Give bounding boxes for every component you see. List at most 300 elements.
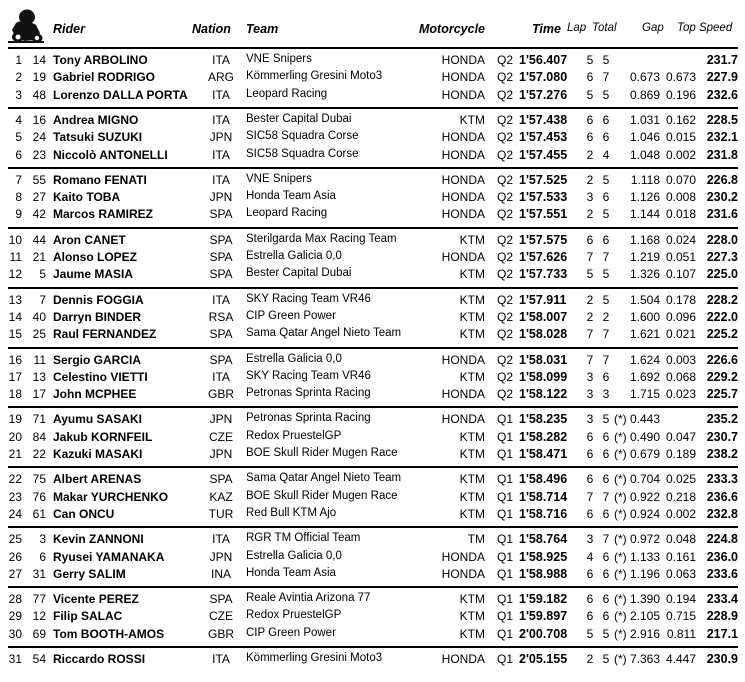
rider-name-cell: Gabriel RODRIGO <box>53 70 156 85</box>
session-cell: Q1 <box>497 532 514 547</box>
best-lap-cell: 2 <box>586 207 594 222</box>
nation-cell: CZE <box>209 429 233 444</box>
rider-number-cell: 12 <box>32 609 46 624</box>
lap-time-cell: 1'58.925 <box>519 549 568 564</box>
team-cell: Estrella Galicia 0,0 <box>246 250 342 262</box>
rider-number-cell: 77 <box>32 592 46 607</box>
motorcycle-cell: HONDA <box>441 387 485 402</box>
lap-time-cell: 1'58.282 <box>519 429 568 444</box>
top-speed-cell: 233.3 <box>706 472 738 487</box>
nation-cell: SPA <box>209 352 233 367</box>
nation-cell: KAZ <box>209 489 233 504</box>
rider-name-cell: Kazuki MASAKI <box>53 447 143 461</box>
team-cell: Leopard Racing <box>246 87 328 100</box>
best-lap-cell: 6 <box>586 232 594 247</box>
nation-cell: ITA <box>212 652 230 666</box>
gap-previous-cell: 0.048 <box>665 532 696 547</box>
table-row <box>0 651 745 668</box>
session-cell: Q2 <box>497 172 514 187</box>
best-lap-cell: 2 <box>586 292 594 307</box>
team-cell: Sterilgarda Max Racing Team <box>246 232 397 245</box>
nation-cell: ITA <box>212 147 230 162</box>
table-row <box>0 608 745 625</box>
position-cell: 21 <box>8 447 22 461</box>
rider-number-cell: 75 <box>32 472 46 487</box>
rider-number-cell: 54 <box>32 652 46 666</box>
lap-time-cell: 1'59.182 <box>519 592 568 607</box>
gap-first-cell: 1.118 <box>630 172 660 187</box>
table-row <box>0 411 745 428</box>
table-row <box>0 352 745 369</box>
gap-previous-cell: 0.002 <box>665 506 696 521</box>
total-laps-cell: 6 <box>602 447 610 461</box>
gap-previous-cell: 0.161 <box>665 549 696 564</box>
gap-first-cell: 1.168 <box>629 232 660 247</box>
rider-name-cell: Alonso LOPEZ <box>53 250 137 264</box>
lap-time-cell: 1'58.099 <box>519 369 568 384</box>
best-lap-cell: 2 <box>586 147 594 162</box>
gap-first-cell: 0.673 <box>629 70 660 85</box>
group-divider <box>8 646 738 648</box>
total-laps-cell: 7 <box>602 250 610 264</box>
position-cell: 17 <box>8 369 22 384</box>
lap-time-cell: 1'57.551 <box>519 207 568 222</box>
position-cell: 27 <box>8 566 22 581</box>
lap-time-cell: 1'58.471 <box>519 447 568 461</box>
rider-number-cell: 42 <box>32 207 46 222</box>
lap-time-cell: 1'58.988 <box>519 566 568 581</box>
table-row <box>0 206 745 223</box>
session-cell: Q2 <box>497 112 514 127</box>
team-cell: SKY Racing Team VR46 <box>246 292 371 305</box>
gap-first-cell: (*) 0.924 <box>613 506 660 521</box>
rider-number-cell: 44 <box>32 232 46 247</box>
team-cell: Reale Avintia Arizona 77 <box>246 592 371 605</box>
total-laps-cell: 5 <box>602 207 610 222</box>
total-laps-cell: 5 <box>602 652 610 666</box>
total-laps-cell: 3 <box>602 387 610 402</box>
nation-cell: JPN <box>209 549 233 564</box>
rider-name-cell: Romano FENATI <box>53 172 147 187</box>
table-row <box>0 147 745 164</box>
team-cell: Estrella Galicia 0,0 <box>246 549 342 562</box>
motorcycle-cell: KTM <box>459 506 485 521</box>
total-laps-cell: 7 <box>602 327 610 342</box>
session-cell: Q2 <box>497 352 514 367</box>
top-speed-cell: 238.2 <box>706 447 738 461</box>
rider-number-cell: 13 <box>32 369 46 384</box>
lap-time-cell: 1'56.407 <box>519 53 568 67</box>
position-cell: 1 <box>15 53 22 67</box>
session-cell: Q2 <box>497 70 514 85</box>
top-speed-cell: 228.5 <box>706 112 738 127</box>
lap-time-cell: 2'05.155 <box>519 652 568 666</box>
motorcycle-cell: HONDA <box>441 147 485 162</box>
gap-previous-cell: 0.002 <box>665 147 696 162</box>
rider-name-cell: Tom BOOTH-AMOS <box>53 626 165 641</box>
gap-first-cell: (*) 2.916 <box>613 626 660 641</box>
team-cell: Bester Capital Dubai <box>246 112 352 125</box>
top-speed-cell: 233.6 <box>706 566 738 581</box>
gap-previous-cell: 0.811 <box>666 626 696 641</box>
best-lap-cell: 6 <box>586 566 594 581</box>
total-laps-cell: 7 <box>602 532 610 547</box>
best-lap-cell: 3 <box>586 412 594 427</box>
table-row <box>0 429 745 446</box>
nation-cell: SPA <box>209 327 233 342</box>
rider-name-cell: Dennis FOGGIA <box>53 292 144 307</box>
rider-number-cell: 27 <box>32 190 46 205</box>
lap-time-cell: 1'58.122 <box>519 387 568 402</box>
gap-first-cell: 1.715 <box>629 387 660 402</box>
best-lap-cell: 7 <box>586 327 594 342</box>
rider-name-cell: Tony ARBOLINO <box>53 53 148 67</box>
position-cell: 20 <box>8 429 22 444</box>
motorcycle-cell: KTM <box>459 609 485 624</box>
best-lap-cell: 2 <box>586 652 594 666</box>
total-laps-cell: 5 <box>602 626 610 641</box>
total-laps-cell: 7 <box>602 352 610 367</box>
gap-first-cell: 1.621 <box>629 327 660 342</box>
team-cell: RGR TM Official Team <box>246 532 361 545</box>
gap-first-cell: (*) 2.105 <box>613 609 660 624</box>
nation-cell: ITA <box>212 369 230 384</box>
rider-name-cell: Riccardo ROSSI <box>53 652 146 666</box>
rider-name-cell: Celestino VIETTI <box>53 369 148 384</box>
team-cell: Kömmerling Gresini Moto3 <box>246 652 383 664</box>
nation-cell: ITA <box>212 53 230 67</box>
gap-previous-cell: 0.018 <box>665 207 696 222</box>
motorcycle-cell: HONDA <box>441 190 485 205</box>
session-cell: Q1 <box>497 609 514 624</box>
rider-number-cell: 14 <box>32 53 46 67</box>
total-laps-cell: 6 <box>602 506 610 521</box>
best-lap-cell: 7 <box>586 250 594 264</box>
lap-time-cell: 1'57.453 <box>519 130 568 145</box>
rider-number-cell: 11 <box>33 352 46 367</box>
position-cell: 2 <box>15 70 22 85</box>
group-divider <box>8 466 738 468</box>
gap-previous-cell: 0.024 <box>665 232 696 247</box>
motorcycle-cell: HONDA <box>441 549 485 564</box>
position-cell: 30 <box>8 626 22 641</box>
group-divider <box>8 107 738 109</box>
gap-first-cell: (*) 1.133 <box>613 549 660 564</box>
total-laps-cell: 5 <box>602 87 610 102</box>
rider-number-cell: 5 <box>39 267 46 282</box>
rider-name-cell: Marcos RAMIREZ <box>53 207 154 222</box>
session-cell: Q2 <box>497 130 514 145</box>
total-laps-cell: 6 <box>602 112 610 127</box>
time-column-header: Time <box>532 22 561 36</box>
motorcycle-cell: KTM <box>459 626 485 641</box>
rider-number-cell: 24 <box>32 130 46 145</box>
rider-name-cell: Kevin ZANNONI <box>53 532 144 547</box>
nation-cell: JPN <box>209 190 233 205</box>
gap-first-cell: (*) 1.196 <box>613 566 660 581</box>
table-row <box>0 446 745 463</box>
total-laps-cell: 2 <box>602 309 610 324</box>
top-speed-cell: 232.1 <box>706 130 738 145</box>
total-laps-cell: 5 <box>602 53 610 67</box>
nation-cell: ITA <box>212 112 230 127</box>
rider-name-cell: Sergio GARCIA <box>53 352 142 367</box>
gap-previous-cell: 0.194 <box>665 592 696 607</box>
rider-name-cell: Vicente PEREZ <box>53 592 139 607</box>
session-cell: Q2 <box>497 250 514 264</box>
gap-previous-cell: 0.003 <box>665 352 696 367</box>
top-speed-cell: 230.9 <box>706 652 738 666</box>
rider-column-header: Rider <box>53 22 85 36</box>
table-row <box>0 626 745 643</box>
top-speed-cell: 231.7 <box>706 53 738 67</box>
gap-previous-cell: 0.021 <box>665 327 696 342</box>
table-row <box>0 52 745 69</box>
motorcycle-cell: KTM <box>459 369 485 384</box>
top-speed-cell: 228.9 <box>706 609 738 624</box>
total-laps-cell: 6 <box>602 472 610 487</box>
group-divider <box>8 287 738 289</box>
nation-cell: ARG <box>207 70 234 85</box>
position-cell: 25 <box>8 532 22 547</box>
nation-cell: SPA <box>209 250 233 264</box>
position-cell: 5 <box>15 130 22 145</box>
lap-time-cell: 1'57.911 <box>519 292 567 307</box>
position-cell: 29 <box>8 609 22 624</box>
top-speed-cell: 235.2 <box>706 412 738 427</box>
total-laps-cell: 5 <box>602 172 610 187</box>
group-divider <box>8 406 738 408</box>
best-lap-cell: 7 <box>586 352 594 367</box>
rider-name-cell: Tatsuki SUZUKI <box>53 130 143 145</box>
lap-time-cell: 1'57.533 <box>519 190 568 205</box>
session-cell: Q1 <box>497 447 514 461</box>
motorcycle-cell: KTM <box>459 232 485 247</box>
position-cell: 26 <box>8 549 22 564</box>
nation-cell: ITA <box>212 172 230 187</box>
position-cell: 22 <box>8 472 22 487</box>
lap-time-cell: 1'57.575 <box>519 232 568 247</box>
gap-first-cell: 1.624 <box>629 352 660 367</box>
best-lap-cell: 4 <box>586 549 594 564</box>
table-row <box>0 471 745 488</box>
lap-time-cell: 1'57.276 <box>519 87 568 102</box>
lap-time-cell: 1'58.764 <box>519 532 568 547</box>
position-cell: 10 <box>8 232 22 247</box>
session-cell: Q2 <box>497 87 514 102</box>
table-row <box>0 232 745 249</box>
motorcycle-cell: KTM <box>459 447 485 461</box>
session-cell: Q2 <box>497 53 514 67</box>
gap-previous-cell: 0.178 <box>665 292 696 307</box>
rider-number-cell: 25 <box>32 327 46 342</box>
rider-number-cell: 69 <box>32 626 46 641</box>
gap-previous-cell: 0.008 <box>665 190 696 205</box>
best-lap-cell: 5 <box>586 87 594 102</box>
top-speed-cell: 231.6 <box>706 207 738 222</box>
best-lap-cell: 3 <box>586 387 594 402</box>
team-cell: VNE Snipers <box>246 53 312 65</box>
group-divider <box>8 586 738 588</box>
session-cell: Q2 <box>497 327 514 342</box>
rider-number-cell: 71 <box>32 412 46 427</box>
table-row <box>0 69 745 86</box>
position-cell: 12 <box>8 267 22 282</box>
gap-first-cell: 0.869 <box>629 87 660 102</box>
group-divider <box>8 347 738 349</box>
rider-number-cell: 17 <box>32 387 46 402</box>
position-cell: 14 <box>8 309 22 324</box>
motorcycle-cell: KTM <box>459 429 485 444</box>
rider-number-cell: 23 <box>32 147 46 162</box>
gap-previous-cell: 0.107 <box>665 267 696 282</box>
motorcycle-cell: HONDA <box>441 207 485 222</box>
lap-time-cell: 1'57.080 <box>519 70 568 85</box>
nation-cell: GBR <box>207 626 234 641</box>
rider-name-cell: Jaume MASIA <box>53 267 134 282</box>
nation-cell: CZE <box>209 609 233 624</box>
best-lap-cell: 6 <box>586 70 594 85</box>
gap-previous-cell: 0.068 <box>665 369 696 384</box>
nation-cell: SPA <box>209 267 233 282</box>
motorcycle-cell: KTM <box>459 327 485 342</box>
rider-name-cell: Niccolò ANTONELLI <box>53 147 168 162</box>
motorcycle-cell: KTM <box>459 592 485 607</box>
table-row <box>0 189 745 206</box>
position-cell: 11 <box>9 250 22 264</box>
nation-cell: GBR <box>207 387 234 402</box>
team-cell: BOE Skull Rider Mugen Race <box>246 489 398 502</box>
session-cell: Q2 <box>497 207 514 222</box>
table-row <box>0 326 745 343</box>
session-cell: Q2 <box>497 309 514 324</box>
team-cell: Bester Capital Dubai <box>246 267 352 280</box>
session-cell: Q1 <box>497 412 514 427</box>
lap-time-cell: 1'57.626 <box>519 250 568 264</box>
gap-previous-cell: 0.196 <box>665 87 696 102</box>
top-speed-cell: 231.8 <box>706 147 738 162</box>
best-lap-cell: 6 <box>586 447 594 461</box>
rider-name-cell: Can ONCU <box>53 506 115 521</box>
motorcycle-cell: KTM <box>459 292 485 307</box>
group-divider <box>8 47 738 49</box>
table-row <box>0 369 745 386</box>
top-speed-cell: 226.8 <box>706 172 738 187</box>
team-cell: Sama Qatar Angel Nieto Team <box>246 472 402 485</box>
lap-time-cell: 2'00.708 <box>519 626 568 641</box>
top-speed-cell: 226.6 <box>706 352 738 367</box>
session-cell: Q2 <box>497 267 514 282</box>
team-cell: SIC58 Squadra Corse <box>246 147 359 160</box>
best-lap-cell: 6 <box>586 506 594 521</box>
top-speed-cell: 227.3 <box>706 250 738 264</box>
session-cell: Q1 <box>497 549 514 564</box>
best-lap-cell: 3 <box>586 369 594 384</box>
rider-name-cell: Ryusei YAMANAKA <box>53 549 165 564</box>
rider-name-cell: Ayumu SASAKI <box>53 412 142 427</box>
gap-previous-cell: 0.015 <box>665 130 696 145</box>
rider-name-cell: John MCPHEE <box>53 387 137 402</box>
total-laps-cell: 6 <box>602 190 610 205</box>
gap-first-cell: 1.144 <box>629 207 660 222</box>
table-row <box>0 531 745 548</box>
best-lap-cell: 6 <box>586 472 594 487</box>
position-cell: 19 <box>8 412 22 427</box>
rider-number-cell: 61 <box>32 506 46 521</box>
nation-column-header: Nation <box>192 22 231 36</box>
total-laps-cell: 6 <box>602 130 610 145</box>
total-laps-cell: 6 <box>602 566 610 581</box>
team-cell: SKY Racing Team VR46 <box>246 369 371 382</box>
position-cell: 13 <box>8 292 22 307</box>
position-cell: 3 <box>15 87 22 102</box>
gap-column-header: Gap <box>642 22 664 34</box>
motorcycle-cell: HONDA <box>441 53 485 67</box>
total-column-header: Total <box>592 22 617 34</box>
session-cell: Q2 <box>497 292 514 307</box>
team-column-header: Team <box>246 22 279 36</box>
rider-name-cell: Filip SALAC <box>53 609 123 624</box>
gap-first-cell: 1.692 <box>629 369 660 384</box>
position-cell: 6 <box>15 147 22 162</box>
motorcycle-cell: TM <box>467 532 485 547</box>
gap-first-cell: (*) 0.490 <box>613 429 660 444</box>
rider-number-cell: 21 <box>32 250 46 264</box>
session-cell: Q1 <box>497 489 514 504</box>
gap-first-cell: 1.326 <box>629 267 660 282</box>
gap-first-cell: (*) 0.679 <box>613 447 660 461</box>
gap-previous-cell: 0.023 <box>665 387 696 402</box>
nation-cell: JPN <box>209 412 233 427</box>
nation-cell: ITA <box>212 87 230 102</box>
session-cell: Q1 <box>497 506 514 521</box>
nation-cell: TUR <box>208 506 234 521</box>
gap-first-cell: 1.126 <box>629 190 660 205</box>
best-lap-cell: 2 <box>586 309 594 324</box>
position-cell: 28 <box>8 592 22 607</box>
top-speed-cell: 224.8 <box>706 532 738 547</box>
gap-first-cell: (*) 0.972 <box>613 532 660 547</box>
motorcycle-cell: KTM <box>459 309 485 324</box>
motorcycle-cell: HONDA <box>441 352 485 367</box>
top-speed-cell: 232.6 <box>706 87 738 102</box>
gap-first-cell: 1.046 <box>629 130 660 145</box>
gap-first-cell: (*) 0.704 <box>613 472 660 487</box>
gap-previous-cell: 0.047 <box>665 429 696 444</box>
rider-number-cell: 22 <box>32 447 46 461</box>
team-cell: CIP Green Power <box>246 626 336 639</box>
total-laps-cell: 7 <box>602 489 610 504</box>
position-cell: 24 <box>8 506 22 521</box>
table-row <box>0 292 745 309</box>
rider-name-cell: Jakub KORNFEIL <box>53 429 153 444</box>
total-laps-cell: 6 <box>602 429 610 444</box>
best-lap-cell: 3 <box>586 532 594 547</box>
best-lap-cell: 7 <box>586 489 594 504</box>
nation-cell: INA <box>210 566 231 581</box>
rider-helmet-icon <box>6 8 46 44</box>
best-lap-cell: 5 <box>586 53 594 67</box>
session-cell: Q2 <box>497 147 514 162</box>
rider-name-cell: Albert ARENAS <box>53 472 142 487</box>
table-header <box>0 0 745 44</box>
session-cell: Q1 <box>497 429 514 444</box>
lap-time-cell: 1'58.716 <box>519 506 568 521</box>
top-speed-cell: 222.0 <box>706 309 738 324</box>
gap-first-cell: 1.031 <box>629 112 660 127</box>
best-lap-cell: 6 <box>586 429 594 444</box>
nation-cell: SPA <box>209 472 233 487</box>
